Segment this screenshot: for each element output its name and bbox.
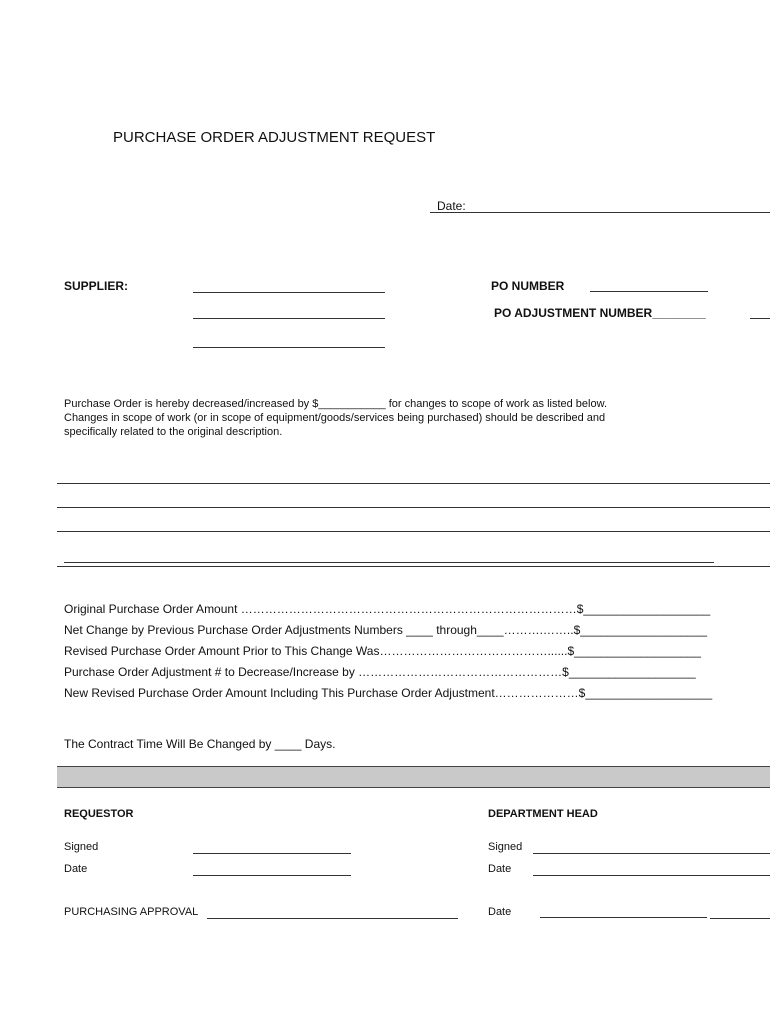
- department-head-heading: DEPARTMENT HEAD: [488, 808, 598, 820]
- instructions-line-2: Changes in scope of work (or in scope of equipment/goods/services being purchased) should be described and: [64, 412, 606, 424]
- description-divider: [57, 566, 770, 567]
- description-line-2[interactable]: [57, 507, 770, 508]
- date-label: Date:: [437, 199, 466, 213]
- purchasing-date-field[interactable]: [540, 917, 707, 918]
- requestor-signed-label: Signed: [64, 841, 99, 853]
- supplier-line-3[interactable]: [193, 347, 385, 348]
- po-adjustment-label: PO ADJUSTMENT NUMBER________: [494, 306, 706, 320]
- purchasing-date-label: Date: [488, 906, 512, 918]
- section-divider-bar: [57, 766, 770, 788]
- department-head-date-field[interactable]: [533, 875, 770, 876]
- instructions-line-3: specifically related to the original description.: [64, 426, 283, 438]
- supplier-label: SUPPLIER:: [64, 279, 129, 293]
- instructions-paragraph: [64, 397, 664, 439]
- summary-adjustment: Purchase Order Adjustment # to Decrease/Increase by ……………………………………………$___________________: [64, 665, 696, 679]
- description-line-3[interactable]: [57, 531, 770, 532]
- department-head-signed-field[interactable]: [533, 853, 770, 854]
- summary-original-amount: Original Purchase Order Amount …………………………………………………………………………$___________________: [64, 602, 711, 616]
- requestor-date-field[interactable]: [193, 875, 351, 876]
- purchasing-approval-label: PURCHASING APPROVAL: [64, 906, 199, 918]
- requestor-date-label: Date: [64, 863, 88, 875]
- department-head-signed-label: Signed: [488, 841, 523, 853]
- supplier-line-1[interactable]: [193, 292, 385, 293]
- requestor-heading: REQUESTOR: [64, 808, 134, 820]
- summary-new-revised: New Revised Purchase Order Amount Including This Purchase Order Adjustment…………………$___________________: [64, 686, 713, 700]
- purchasing-date-extension: [710, 918, 770, 919]
- summary-revised-prior: Revised Purchase Order Amount Prior to This Change Was……………………………………......$___________________: [64, 644, 701, 658]
- supplier-line-2[interactable]: [193, 318, 385, 319]
- requestor-signed-field[interactable]: [193, 853, 351, 854]
- purchasing-approval-field[interactable]: [207, 918, 458, 919]
- date-field[interactable]: [430, 212, 770, 213]
- po-adjustment-field[interactable]: [750, 318, 770, 319]
- po-number-field[interactable]: [590, 291, 708, 292]
- description-line-4[interactable]: [64, 562, 714, 563]
- po-number-label: PO NUMBER: [491, 279, 565, 293]
- description-line-1[interactable]: [57, 483, 770, 484]
- form-title: PURCHASE ORDER ADJUSTMENT REQUEST: [113, 129, 436, 146]
- summary-net-change: Net Change by Previous Purchase Order Adjustments Numbers ____ through____……….……..$___________________: [64, 623, 708, 637]
- contract-time: The Contract Time Will Be Changed by ____ Days.: [64, 737, 336, 751]
- instructions-line-1: Purchase Order is hereby decreased/increased by $___________ for changes to scope of work as listed below.: [64, 398, 607, 410]
- department-head-date-label: Date: [488, 863, 512, 875]
